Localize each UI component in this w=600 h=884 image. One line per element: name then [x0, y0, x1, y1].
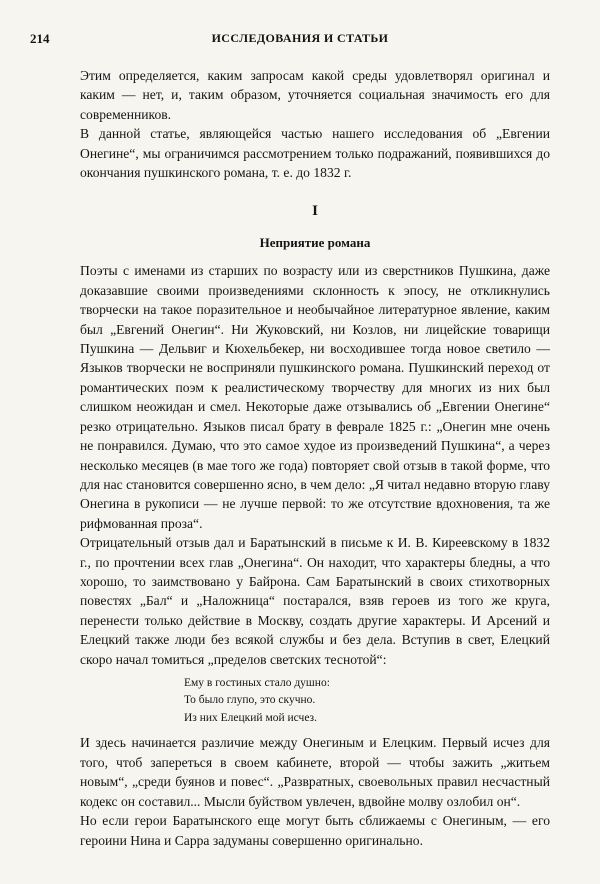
verse-line: Из них Елецкий мой исчез.: [184, 711, 317, 724]
verse-quote: [184, 675, 550, 728]
paragraph-4: Отрицательный отзыв дал и Баратынский в письме к И. В. Киреевскому в 1832 г., по прочтении всех глав „Онегина“. Он находит, что характеры бледны, а что хорошо, то заимствовано у Байрона. Сам Баратынский в своих стихотворных повестях „Бал“ и „Наложница“ постарался, взяв героев из того же круга, перенести только действие в Москву, создать другие характеры. И Арсений и Елецкий также люди без всякой службы и без дела. Вступив в свет, Елецкий скоро начал томиться „пределов светских теснотой“:: [80, 535, 550, 667]
article-body: [80, 66, 550, 850]
paragraph-6: Но если герои Баратынского еще могут быть сближаемы с Онегиным, — его героини Нина и Сарра задуманы совершенно оригинально.: [80, 813, 550, 848]
page-number: 214: [30, 31, 50, 46]
paragraph-2: В данной статье, являющейся частью нашего исследования об „Евгении Онегине“, мы ограничимся рассмотрением только подражаний, появившихся до окончания пушкинского романа, т. е. до 1832 г.: [80, 126, 550, 181]
verse-line: То было глупо, это скучно.: [184, 694, 316, 707]
section-title: Неприятие романа: [259, 235, 371, 251]
paragraph-1: Этим определяется, каким запросам какой среды удовлетворял оригинал и каким — нет, и, таким образом, уточняется социальная значимость его для современников.: [80, 68, 550, 122]
paragraph-5: И здесь начинается различие между Онегиным и Елецким. Первый исчез для того, чтоб запереться в своем кабинете, второй — чтобы зажить „житьем новым“, „среди буянов и повес“. „Развратных, своевольных правил несчастный кодекс он составил... Мысли буйством увлечен, вдвойне молву озлобил он“.: [80, 735, 550, 809]
page-header: [30, 31, 570, 51]
section-number: I: [312, 203, 318, 220]
verse-line: Ему в гостиных стало душно:: [184, 676, 330, 689]
running-title: ИССЛЕДОВАНИЯ И СТАТЬИ: [211, 31, 389, 45]
paragraph-3: Поэты с именами из старших по возрасту или из сверстников Пушкина, даже доказавшие своими произведениями склонность к эпосу, не откликнулись творчески на такое поразительное и необычайное литературное явление, каким был „Евгений Онегин“. Ни Жуковский, ни Козлов, ни лицейские товарищи Пушкина — Дельвиг и Кюхельбекер, ни восходившее тогда новое светило — Языков творчески не восприняли пушкинского романа. Пушкинский переход от романтических поэм к реалистическому творчеству для многих из них был слишком неожидан и смел. Некоторые даже отзывались об „Евгении Онегине“ резко отрицательно. Языков писал брату в феврале 1825 г.: „Онегин мне очень не понравился. Думаю, что это самое худое из произведений Пушкина“, а через несколько месяцев (в мае того же года) повторяет свой отзыв в такой форме, что для нас становится совершенно ясно, в чем дело: „Я читал недавно вторую главу Онегина в рукописи — не лучше первой: то же отсутствие вдохновения, та же рифмованная проза“.: [80, 263, 550, 531]
